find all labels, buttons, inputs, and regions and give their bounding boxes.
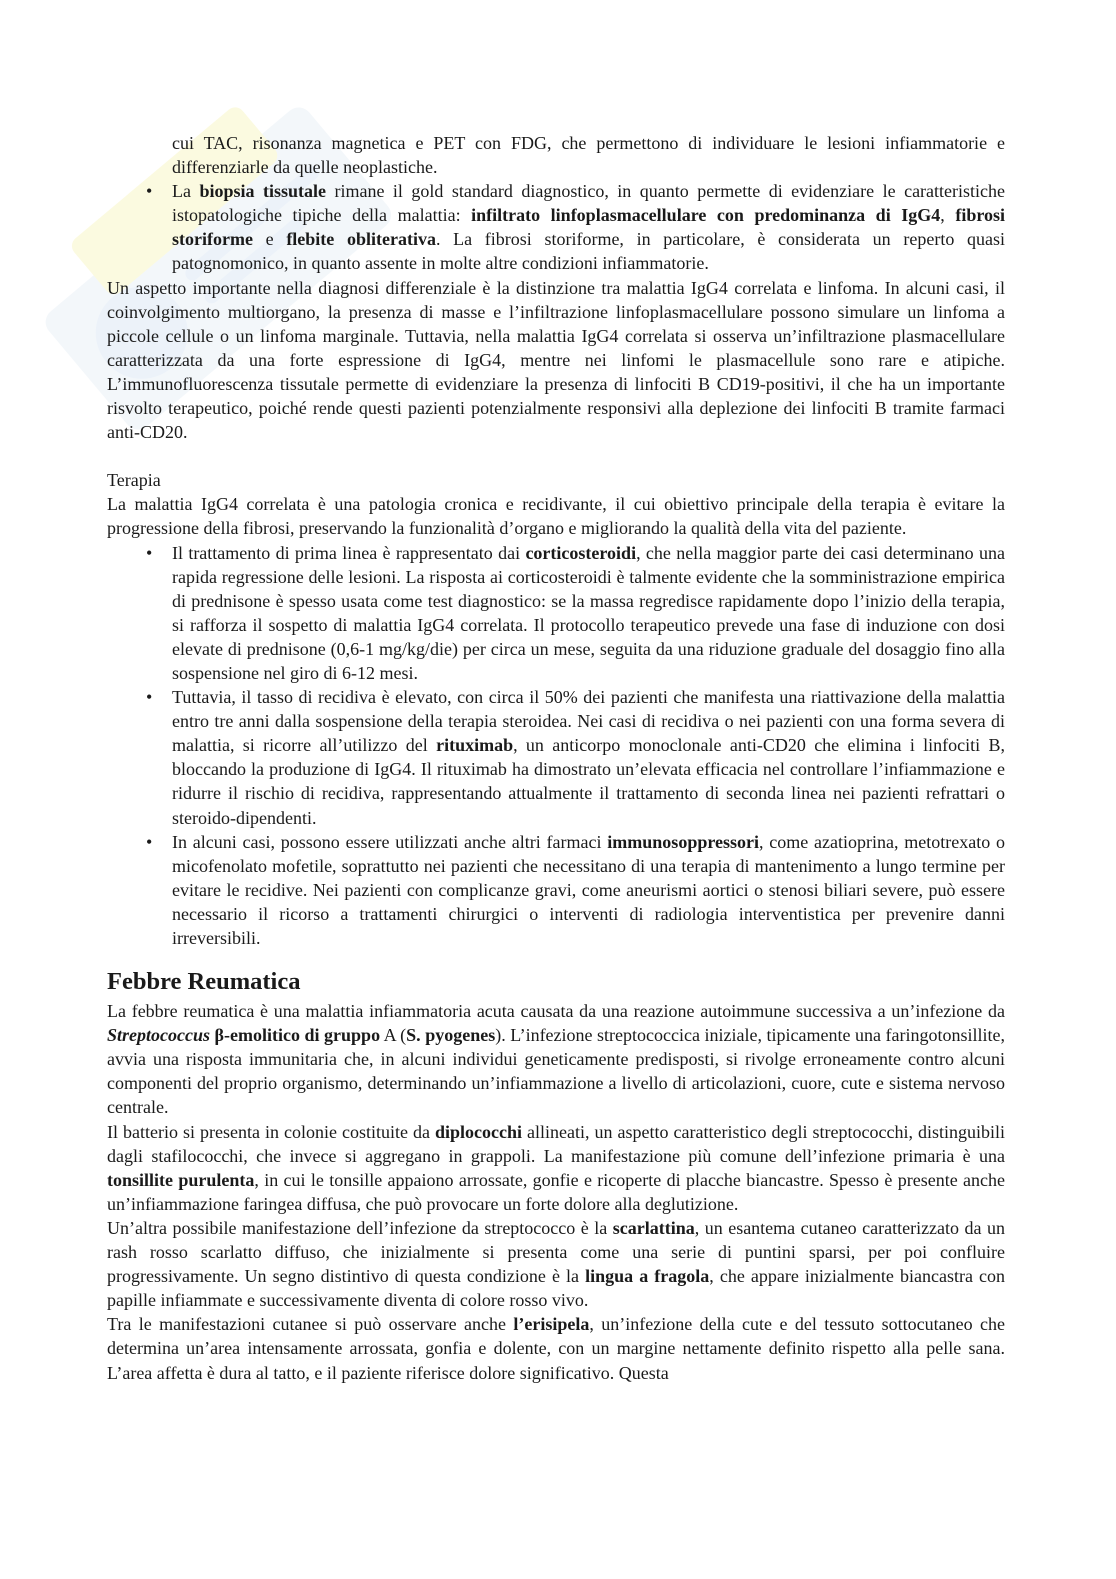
rheumatic-paragraph-2: Il batterio si presenta in colonie costituite da diplococchi allineati, un aspetto caratteristico degli streptococchi, distinguibili dagli stafilococchi, che invece si aggregano in grappoli. La manifestazione più comune dell’infezione primaria è una tonsillite purulenta, in cui le tonsille appaiono arrossate, gonfie e ricoperte di placche biancastre. Spesso è presente anche un’infiammazione faringea diffusa, che può provocare un forte dolore alla deglutizione.: [107, 1121, 1005, 1214]
rheumatic-paragraph-4: Tra le manifestazioni cutanee si può osservare anche l’erisipela, un’infezione della cute e del tessuto sottocutaneo che determina un’area intensamente arrossata, gonfia e dolente, con un margine nettamente definito rispetto alla pelle sana. L’area affetta è dura al tatto, e il paziente riferisce dolore significativo. Questa: [107, 1314, 1005, 1383]
imaging-bullet-continuation: cui TAC, risonanza magnetica e PET con FDG, che permettono di individuare le lesioni infiammatorie e differenziarle da quelle neoplastiche.: [172, 133, 1005, 178]
rheumatic-paragraph-1: La febbre reumatica è una malattia infiammatoria acuta causata da una reazione autoimmune successiva a un’infezione da Streptococcus β-emolitico di gruppo A (S. pyogenes). L’infezione streptococcica iniziale, tipicamente una faringotonsillite, avvia una risposta immunitaria che, in alcuni individui geneticamente predisposti, si rivolge erroneamente contro alcuni componenti del proprio organismo, determinando un’infiammazione a livello di articolazioni, cuore, cute e sistema nervoso centrale.: [107, 1001, 1006, 1118]
biopsy-bullet: • La biopsia tissutale rimane il gold standard diagnostico, in quanto permette di evidenziare le caratteristiche istopatologiche tipiche della malattia: infiltrato linfoplasmacellulare con predominanza di IgG4, fibrosi storiforme e flebite obliterativa. La fibrosi storiforme, in particolare, è considerata un reperto quasi patognomonico, in quanto assente in molte altre condizioni infiammatorie.: [172, 179, 1005, 275]
therapy-bullet-corticosteroids: • Il trattamento di prima linea è rappresentato dai corticosteroidi, che nella maggior parte dei casi determinano una rapida regressione delle lesioni. La risposta ai corticosteroidi è talmente evidente che la somministrazione empirica di prednisone è spesso usata come test diagnostico: se la massa regredisce rapidamente dopo l’inizio della terapia, si rafforza il sospetto di malattia IgG4 correlata. Il protocollo terapeutico prevede una fase di induzione con dosi elevate di prednisone (0,6-1 mg/kg/die) per circa un mese, seguita da una riduzione graduale del dosaggio fino alla sospensione nel giro di 6-12 mesi.: [172, 541, 1005, 686]
therapy-heading: Terapia: [107, 470, 161, 491]
section-title-rheumatic-fever: Febbre Reumatica: [107, 968, 301, 996]
differential-diagnosis-paragraph: Un aspetto importante nella diagnosi differenziale è la distinzione tra malattia IgG4 correlata e linfoma. In alcuni casi, il coinvolgimento multiorgano, la presenza di masse e l’infiltrazione linfoplasmacellulare possono simulare un linfoma a piccole cellule o un linfoma marginale. Tuttavia, nella malattia IgG4 correlata si osserva un’infiltrazione plasmacellulare caratterizzata da una forte espressione di IgG4, mentre nei linfomi le plasmacellule sono rare e atipiche. L’immunofluorescenza tissutale permette di evidenziare la presenza di linfociti B CD19-positivi, il che ha un importante risvolto terapeutico, poiché rende questi pazienti potenzialmente responsivi alla deplezione dei linfociti B tramite farmaci anti-CD20.: [107, 277, 1005, 443]
therapy-bullet-immunosuppressants: • In alcuni casi, possono essere utilizzati anche altri farmaci immunosoppressori, come azatioprina, metotrexato o micofenolato mofetile, soprattutto nei pazienti che necessitano di una terapia di mantenimento a lungo termine per evitare le recidive. Nei pazienti con complicanze gravi, come aneurismi aortici o stenosi biliari severe, può essere necessario il ricorso a trattamenti chirurgici o interventi di radiologia interventistica per prevenire danni irreversibili.: [172, 830, 1005, 950]
therapy-intro-paragraph: La malattia IgG4 correlata è una patologia cronica e recidivante, il cui obiettivo principale della terapia è evitare la progressione della fibrosi, preservando la funzionalità d’organo e migliorando la qualità della vita del paziente.: [107, 494, 1005, 539]
biopsy-bullet-list: [107, 179, 1005, 275]
rheumatic-paragraph-3: Un’altra possibile manifestazione dell’infezione da streptococco è la scarlattina, un esantema cutaneo caratterizzato da un rash rosso scarlatto diffuso, che inizialmente si presenta come una serie di puntini sparsi, per poi confluire progressivamente. Un segno distintivo di questa condizione è la lingua a fragola, che appare inizialmente biancastra con papille infiammate e successivamente diventa di colore rosso vivo.: [107, 1217, 1006, 1311]
therapy-bullet-rituximab: • Tuttavia, il tasso di recidiva è elevato, con circa il 50% dei pazienti che manifesta una riattivazione della malattia entro tre anni dalla sospensione della terapia steroidea. Nei casi di recidiva o nei pazienti con una forma severa di malattia, si ricorre all’utilizzo del rituximab, un anticorpo monoclonale anti-CD20 che elimina i linfociti B, bloccando la produzione di IgG4. Il rituximab ha dimostrato un’elevata efficacia nel controllare l’infiammazione e ridurre il rischio di recidiva, rappresentando attualmente il trattamento di seconda linea nei pazienti refrattari o steroido-dipendenti.: [172, 685, 1005, 830]
document-page: [107, 131, 1005, 1385]
therapy-bullet-list: [107, 541, 1005, 951]
